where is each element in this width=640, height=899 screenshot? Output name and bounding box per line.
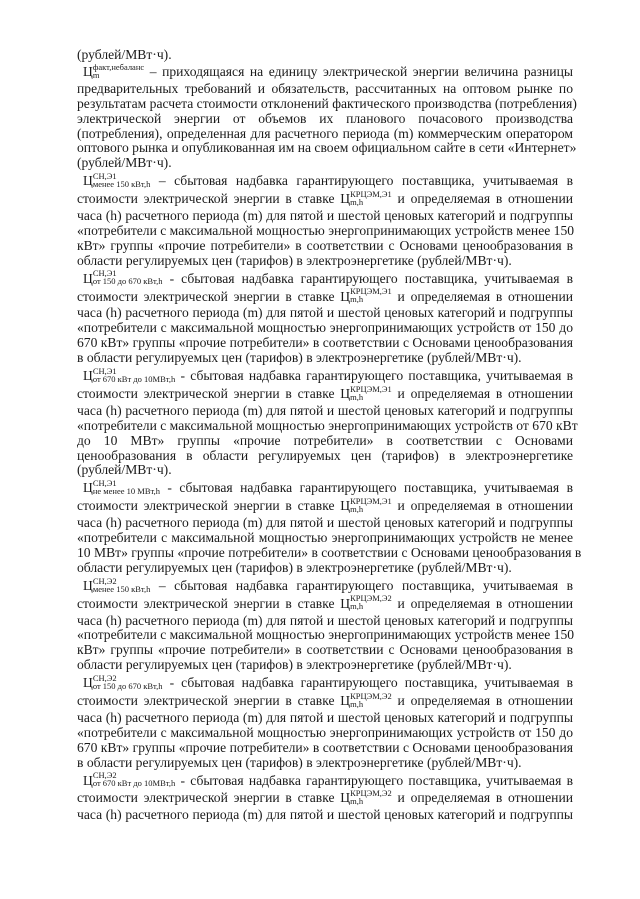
text-fragment: «потребители с максимальной мощностью энергопринимающих устройств менее 150 bbox=[77, 627, 575, 643]
formula-symbol: Ц СН,Э1 от 670 кВт до 10МВт,h bbox=[83, 365, 176, 384]
text-fragment: часа (h) расчетного периода (m) для пятой и шестой ценовых категорий и подгруппы bbox=[77, 807, 573, 823]
text-line bbox=[77, 188, 573, 207]
text-fragment: ценообразования в области регулируемых цен (тарифов) в электроэнергетике bbox=[77, 447, 573, 463]
formula-symbol: Ц СН,Э2 менее 150 кВт,h bbox=[83, 575, 151, 594]
formula-symbol: Ц СН,Э1 не менее 10 МВт,h bbox=[83, 478, 160, 497]
text-fragment: часа (h) расчетного периода (m) для пятой и шестой ценовых категорий и подгруппы bbox=[77, 305, 573, 321]
text-line bbox=[77, 725, 573, 741]
text-fragment: часа (h) расчетного периода (m) для пятой и шестой ценовых категорий и подгруппы bbox=[77, 709, 573, 725]
text-fragment: и определяемая в отношении bbox=[391, 191, 573, 207]
text-line bbox=[77, 593, 573, 612]
text-fragment: - сбытовая надбавка гарантирующего поставщика, учитываемая в bbox=[175, 368, 573, 383]
text-fragment: (рублей/МВт·ч). bbox=[77, 155, 172, 171]
text-line bbox=[77, 95, 577, 112]
text-fragment: - сбытовая надбавка гарантирующего поставщика, учитываемая в bbox=[159, 480, 573, 496]
text-fragment: часа (h) расчетного периода (m) для пятой и шестой ценовых категорий и подгруппы bbox=[77, 208, 573, 223]
text-fragment: часа (h) расчетного периода (m) для пятой и шестой ценовых категорий и подгруппы bbox=[77, 515, 573, 531]
text-line bbox=[77, 657, 573, 673]
text-line bbox=[77, 126, 573, 142]
text-line bbox=[77, 575, 573, 594]
text-fragment: – приходящаяся на единицу электрической энергии величина разницы bbox=[144, 63, 573, 79]
text-fragment: стоимости электрической энергии в ставке bbox=[77, 498, 341, 514]
formula-symbol: Ц СН,Э1 от 150 до 670 кВт,h bbox=[83, 268, 163, 287]
text-fragment: стоимости электрической энергии в ставке bbox=[77, 790, 341, 806]
text-line bbox=[77, 383, 573, 402]
text-line bbox=[77, 286, 573, 305]
text-fragment: 670 кВт» группы «прочие потребители» в соответствии с Основами ценообразования bbox=[77, 335, 573, 351]
text-fragment: и определяемая в отношении bbox=[391, 385, 573, 401]
formula-symbol: Ц КРЦЭМ,Э2 m,h bbox=[340, 788, 392, 807]
text-line bbox=[77, 755, 573, 771]
text-fragment: - сбытовая надбавка гарантирующего поставщика, учитываемая в bbox=[162, 270, 573, 286]
text-line bbox=[77, 223, 573, 239]
text-line bbox=[77, 740, 573, 756]
formula-symbol: Ц КРЦЭМ,Э2 m,h bbox=[340, 690, 392, 709]
text-line bbox=[77, 140, 577, 156]
text-line bbox=[77, 111, 573, 127]
text-fragment: области регулируемых цен (тарифов) в электроэнергетике (рублей/МВт·ч). bbox=[77, 559, 512, 575]
text-line bbox=[77, 530, 573, 546]
formula-symbol: Ц КРЦЭМ,Э2 m,h bbox=[340, 593, 392, 612]
text-line bbox=[77, 544, 582, 561]
formula-symbol: Ц СН,Э1 менее 150 кВт,h bbox=[83, 171, 151, 190]
text-line bbox=[77, 350, 573, 366]
text-line bbox=[77, 627, 573, 643]
text-fragment: стоимости электрической энергии в ставке bbox=[77, 693, 341, 708]
text-fragment: часа (h) расчетного периода (m) для пятой и шестой ценовых категорий и подгруппы bbox=[77, 402, 573, 418]
text-line bbox=[77, 61, 573, 80]
text-line bbox=[77, 560, 573, 576]
text-fragment: и определяемая в отношении bbox=[391, 693, 573, 708]
text-line bbox=[77, 790, 573, 806]
text-fragment: оптового рынка и опубликованная им на своем официальном сайте в сети «Интернет» bbox=[77, 140, 577, 156]
text-line bbox=[77, 710, 573, 726]
formula-symbol: Ц КРЦЭМ,Э1 m,h bbox=[340, 286, 392, 305]
text-fragment: «потребители с максимальной мощностью энергопринимающих устройств менее 150 bbox=[77, 222, 575, 238]
text-line bbox=[77, 208, 573, 224]
text-fragment: области регулируемых цен (тарифов) в электроэнергетике (рублей/МВт·ч). bbox=[77, 252, 512, 268]
text-fragment: (рублей/МВт·ч). bbox=[77, 47, 172, 62]
text-line bbox=[77, 305, 573, 321]
text-line bbox=[77, 642, 573, 658]
text-fragment: – сбытовая надбавка гарантирующего поставщика, учитываемая в bbox=[150, 173, 573, 189]
text-fragment: 10 МВт» группы «прочие потребители» в соответствии с Основами ценообразования в bbox=[77, 544, 582, 560]
text-fragment: области регулируемых цен (тарифов) в электроэнергетике (рублей/МВт·ч). bbox=[77, 657, 512, 673]
text-fragment: в области регулируемых цен (тарифов) в электроэнергетике (рублей/МВт·ч). bbox=[77, 350, 522, 366]
text-line bbox=[77, 515, 573, 531]
text-fragment: в области регулируемых цен (тарифов) в электроэнергетике (рублей/МВт·ч). bbox=[77, 754, 522, 770]
text-fragment: стоимости электрической энергии в ставке bbox=[77, 288, 341, 304]
text-fragment: – сбытовая надбавка гарантирующего поставщика, учитываемая в bbox=[150, 577, 573, 593]
text-line bbox=[77, 403, 573, 419]
formula-symbol: Ц факт,небаланс m bbox=[83, 61, 145, 80]
text-fragment: предварительных требований и обязательств, рассчитанных на оптовом рынке по bbox=[77, 80, 573, 96]
text-line bbox=[77, 335, 573, 351]
text-line bbox=[77, 238, 573, 254]
formula-symbol: Ц КРЦЭМ,Э1 m,h bbox=[340, 188, 392, 207]
text-fragment: «потребители с максимальной мощностью энергопринимающих устройств не менее bbox=[77, 530, 573, 545]
text-fragment: стоимости электрической энергии в ставке bbox=[77, 191, 341, 207]
text-line bbox=[77, 320, 573, 336]
text-fragment: до 10 МВт» группы «прочие потребители» в соответствии с Основами bbox=[77, 432, 573, 448]
text-fragment: «потребители с максимальной мощностью энергопринимающих устройств от 150 до bbox=[77, 320, 573, 336]
text-fragment: 670 кВт» группы «прочие потребители» в соответствии с Основами ценообразования bbox=[77, 739, 573, 755]
text-fragment: кВт» группы «прочие потребители» в соответствии с Основами ценообразования в bbox=[77, 642, 573, 658]
text-line bbox=[77, 672, 573, 691]
text-fragment: результатам расчета стоимости отклонений фактического производства (потребления) bbox=[77, 95, 577, 111]
formula-symbol: Ц СН,Э2 от 150 до 670 кВт,h bbox=[83, 672, 163, 691]
text-line bbox=[77, 268, 573, 287]
text-line bbox=[77, 81, 573, 97]
text-line bbox=[77, 462, 573, 478]
text-line bbox=[77, 690, 573, 709]
text-line bbox=[77, 365, 573, 384]
text-line bbox=[77, 448, 573, 464]
text-line bbox=[77, 480, 573, 496]
text-line bbox=[77, 155, 573, 171]
text-fragment: и определяемая в отношении bbox=[391, 595, 573, 611]
text-fragment: и определяемая в отношении bbox=[391, 288, 573, 304]
text-fragment: (рублей/МВт·ч). bbox=[77, 462, 172, 478]
text-line bbox=[77, 47, 573, 63]
text-line bbox=[77, 613, 573, 629]
text-line bbox=[77, 498, 573, 514]
text-fragment: стоимости электрической энергии в ставке bbox=[77, 385, 341, 401]
text-fragment: «потребители с максимальной мощностью энергопринимающих устройств от 150 до bbox=[77, 724, 573, 740]
text-fragment: - сбытовая надбавка гарантирующего поставщика, учитываемая в bbox=[162, 675, 573, 691]
formula-symbol: Ц КРЦЭМ,Э1 m,h bbox=[340, 383, 392, 402]
formula-symbol: Ц КРЦЭМ,Э1 m,h bbox=[340, 496, 392, 515]
text-fragment: - сбытовая надбавка гарантирующего поставщика, учитываемая в bbox=[175, 772, 573, 788]
text-line bbox=[77, 253, 573, 269]
text-fragment: стоимости электрической энергии в ставке bbox=[77, 595, 341, 611]
text-fragment: (потребления), определенная для расчетного периода (m) коммерческим оператором bbox=[77, 125, 573, 141]
text-fragment: электрической энергии от объемов их планового почасового производства bbox=[77, 110, 573, 126]
text-fragment: кВт» группы «прочие потребители» в соответствии с Основами ценообразования в bbox=[77, 237, 573, 253]
text-fragment: часа (h) расчетного периода (m) для пятой и шестой ценовых категорий и подгруппы bbox=[77, 612, 573, 628]
text-line bbox=[77, 173, 573, 189]
text-line bbox=[77, 807, 573, 823]
text-line bbox=[77, 770, 573, 789]
text-fragment: и определяемая в отношении bbox=[391, 498, 573, 514]
text-fragment: и определяемая в отношении bbox=[391, 790, 573, 806]
text-line bbox=[77, 433, 573, 449]
text-line bbox=[77, 417, 578, 434]
formula-symbol: Ц СН,Э2 от 670 кВт до 10МВт,h bbox=[83, 770, 176, 789]
text-fragment: «потребители с максимальной мощностью энергопринимающих устройств от 670 кВт bbox=[77, 417, 578, 433]
